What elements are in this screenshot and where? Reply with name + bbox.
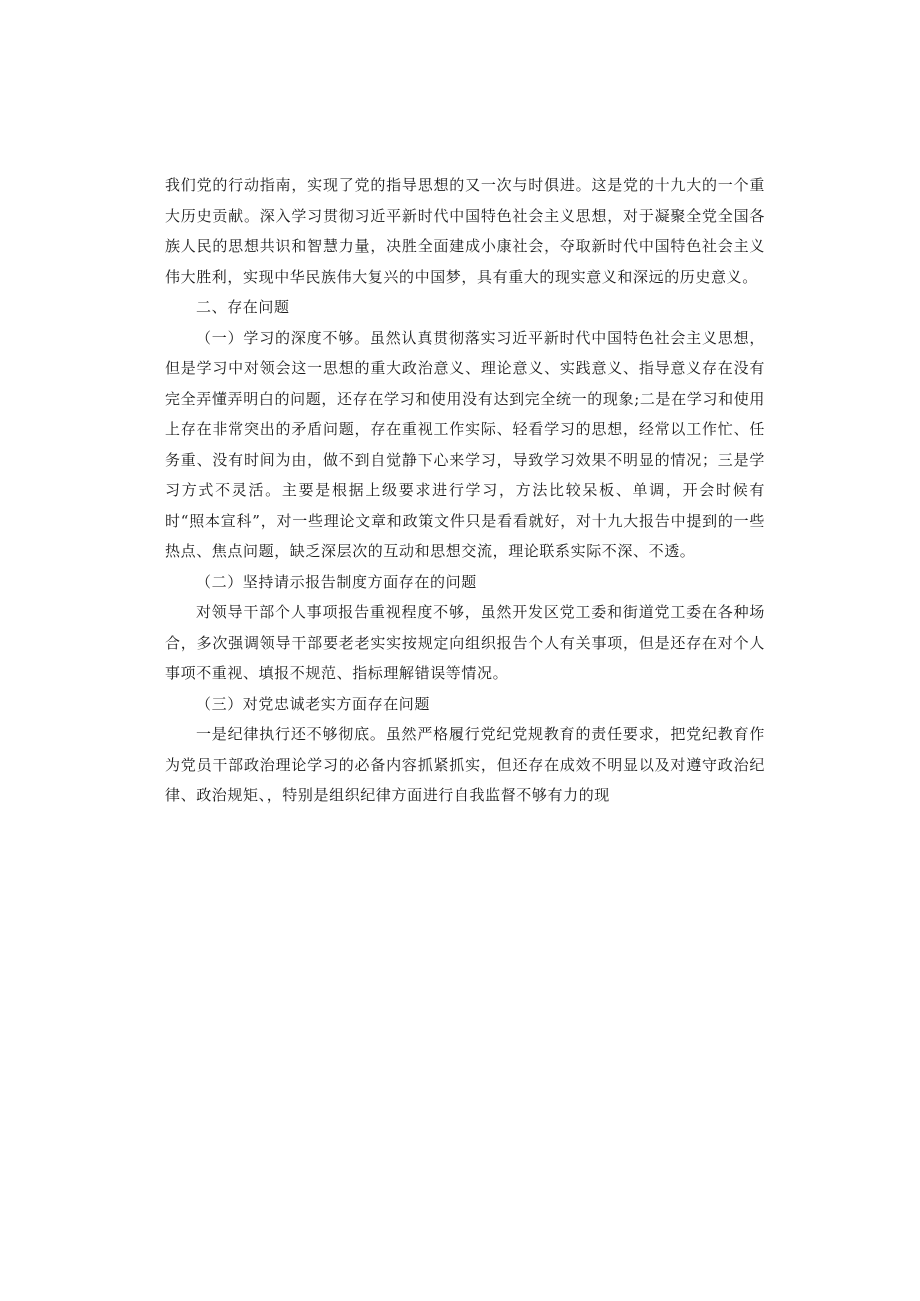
- document-body: [165, 170, 765, 811]
- sub-heading-reporting-system: （二）坚持请示报告制度方面存在的问题: [196, 572, 477, 591]
- sub-heading-loyalty: （三）对党忠诚老实方面存在问题: [196, 694, 431, 713]
- paragraph-continued: 我们党的行动指南，实现了党的指导思想的又一次与时俱进。这是党的十九大的一个重大历史贡献。深入学习贯彻习近平新时代中国特色社会主义思想，对于凝聚全党全国各族人民的思想共识和智慧力量，决胜全面建成小康社会，夺取新时代中国特色社会主义伟大胜利，实现中华民族伟大复兴的中国梦，具有重大的现实意义和深远的历史意义。: [165, 176, 765, 286]
- section-heading-problems: 二、存在问题: [196, 298, 290, 316]
- paragraph-personal-reporting: 对领导干部个人事项报告重视程度不够，虽然开发区党工委和街道党工委在各种场合，多次强调领导干部要老老实实按规定向组织报告个人有关事项，但是还存在对个人事项不重视、填报不规范、指标理解错误等情况。: [165, 603, 765, 682]
- paragraph-study-depth: （一）学习的深度不够。虽然认真贯彻落实习近平新时代中国特色社会主义思想，但是学习中对领会这一思想的重大政治意义、理论意义、实践意义、指导意义存在没有完全弄懂弄明白的问题，还存在学习和使用没有达到完全统一的现象;二是在学习和使用上存在非常突出的矛盾问题，存在重视工作实际、轻看学习的思想，经常以工作忙、任务重、没有时间为由，做不到自觉静下心来学习，导致学习效果不明显的情况；三是学习方式不灵活。主要是根据上级要求进行学习，方法比较呆板、单调，开会时候有时“照本宣科”，对一些理论文章和政策文件只是看看就好，对十九大报告中提到的一些热点、焦点问题，缺乏深层次的互动和思想交流，理论联系实际不深、不透。: [165, 328, 765, 560]
- paragraph-discipline: 一是纪律执行还不够彻底。虽然严格履行党纪党规教育的责任要求，把党纪教育作为党员干部政治理论学习的必备内容抓紧抓实，但还存在成效不明显以及对遵守政治纪律、政治规矩、，特别是组织纪律方面进行自我监督不够有力的现: [165, 725, 765, 804]
